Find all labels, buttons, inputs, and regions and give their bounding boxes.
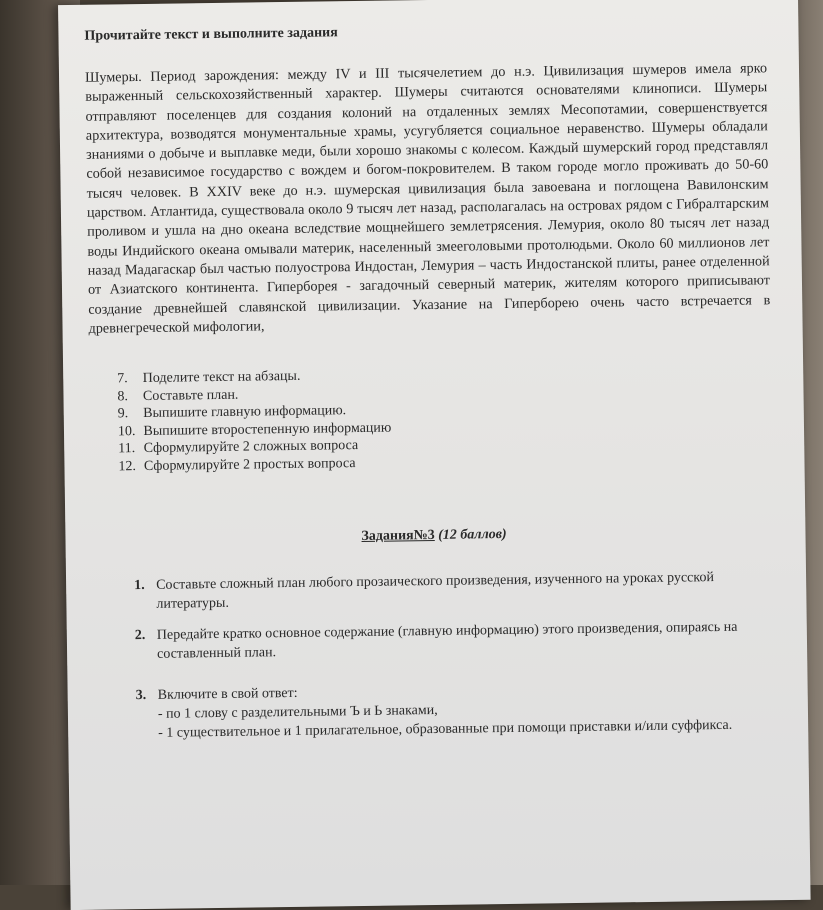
answer-requirement: - 1 существительное и 1 прилагательное, образованные при помощи приставки и/или суффикса. (158, 717, 733, 741)
document-title: Прочитайте текст и выполните задания (84, 25, 338, 44)
section-heading (361, 527, 506, 545)
section-points: (12 баллов) (438, 526, 507, 543)
question-number: 3. (135, 688, 147, 704)
task-list (117, 367, 392, 476)
task-text: Сформулируйте 2 простых вопроса (143, 455, 356, 474)
question-number: 2. (134, 628, 146, 644)
task-item (118, 454, 392, 475)
question-text: Составьте сложный план любого прозаического произведения, изученного на уроках русской литературы. (156, 570, 715, 612)
section-title: Задания№3 (361, 527, 435, 544)
task-text: Выпишите главную информацию. (143, 403, 347, 422)
task-text: Составьте план. (142, 387, 239, 404)
paper-sheet (58, 0, 811, 910)
task-text: Сформулируйте 2 сложных вопроса (143, 438, 359, 457)
task-number: 7. (117, 371, 128, 387)
task-number: 9. (117, 406, 129, 422)
question-number: 1. (134, 578, 145, 594)
question-item (136, 677, 767, 743)
question-item (135, 617, 765, 664)
task-text: Выпишите второстепенную информацию (143, 420, 392, 439)
question-text: Передайте кратко основное содержание (главную информацию) этого произведения, опираясь на составленный план. (156, 619, 738, 662)
answer-requirement: - по 1 слову с разделительными Ъ и Ь знаками, (157, 702, 438, 722)
question-text: Включите в свой ответ: (157, 685, 298, 703)
task-number: 12. (118, 458, 137, 474)
task-number: 10. (117, 423, 136, 439)
passage-text: Шумеры. Период зарождения: между IV и III тысячелетием до н.э. Цивилизация шумеров имела ярко выраженный сельскохозяйственный характер. Шумеры считаются основателями клинописи. Шумеры отправляют поселенцев для создания колоний на отдаленных землях Месопотамии, совершенствуется архитектура, возводятся монументальные храмы, усугубляется социальное неравенство. Шумеры обладали знаниями о добыче и выплавке меди, были хорошо знакомы с колесом. Каждый шумерский город представлял собой независимое государство с вождем и богом-покровителем. В таком городе могло проживать до 50-60 тысяч человек. В XXIV веке до н.э. шумерская цивилизация была завоевана и поглощена Вавилонским царством. Атлантида, существовала около 9 тысяч лет назад, располагалась на островах рядом с Гибралтарским проливом и ушла на дно океана вследствие мощнейшего землетрясения. Лемурия, около 80 тысяч лет назад воды Индийского океана омывали материк, населенный змееголовыми протолюдьми. Около 60 миллионов лет назад Мадагаскар был частью полуострова Индостан, Лемурия – часть Индостанской плиты, ранее отделенной от Азиатского континента. Гиперборея - загадочный северный материк, жителям которого приписывают создание древнейшей славянской цивилизации. Указание на Гиперборею очень часто встречается в древнегреческой мифологии, (84, 60, 771, 337)
task-number: 8. (117, 388, 129, 404)
task-number: 11. (118, 441, 136, 457)
question-item (134, 567, 764, 614)
task-text: Поделите текст на абзацы. (142, 368, 301, 387)
